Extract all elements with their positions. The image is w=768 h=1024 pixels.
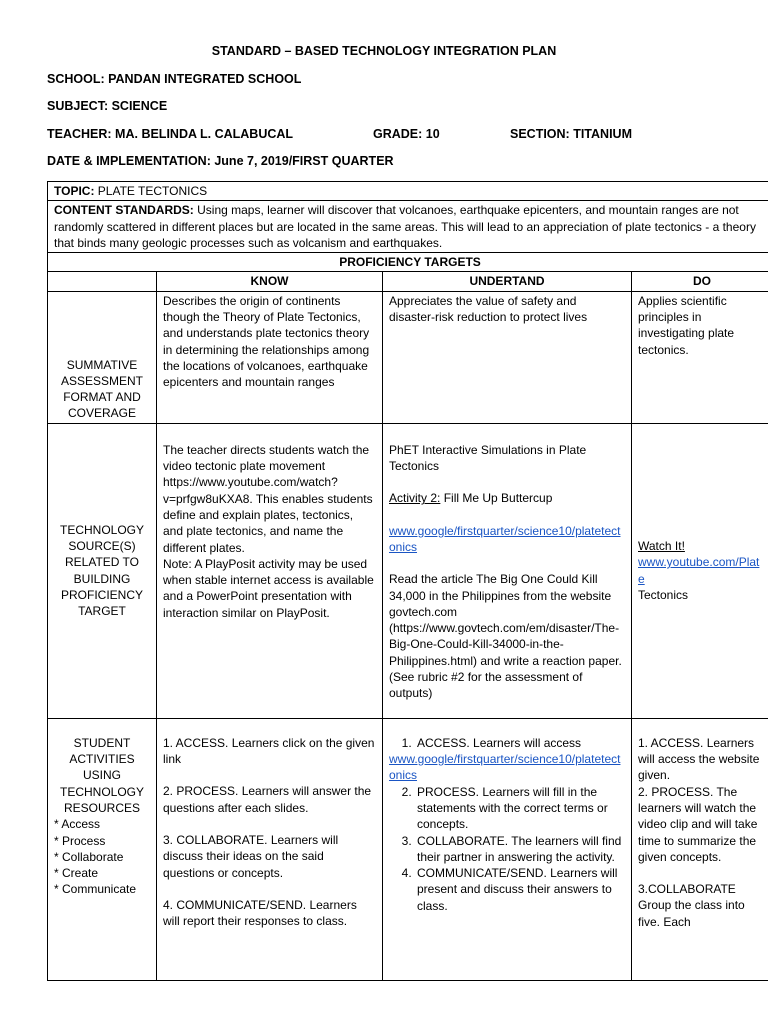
bullet-create: * Create: [54, 866, 99, 881]
know-step-2: 2. PROCESS. Learners will answer the questions after each slides.: [163, 784, 372, 815]
bullet-access: * Access: [54, 817, 101, 832]
understand-steps: [389, 735, 625, 751]
content-standards-cell: [48, 201, 768, 253]
school-line: SCHOOL: PANDAN INTEGRATED SCHOOL: [47, 72, 302, 86]
activity-2-line: [389, 490, 625, 506]
technology-label: TECHNOLOGY SOURCE(S) RELATED TO BUILDING PROFICIENCY TARGET: [48, 423, 157, 718]
understand-step-1: [415, 735, 625, 751]
bullet-communicate: * Communicate: [54, 882, 137, 897]
summative-know: Describes the origin of continents though the Theory of Plate Tectonics, and understands plate tectonics theory in determining the relationships among the locations of volcanoes, earthquake epicenters and mountain ranges: [157, 291, 383, 423]
youtube-plate-link[interactable]: www.youtube.com/Plate: [638, 555, 760, 586]
understand-steps-rest: [389, 784, 625, 914]
grade-text: GRADE: 10: [373, 127, 440, 141]
activities-row: [48, 718, 768, 980]
summative-row: [48, 291, 768, 423]
technology-row: [48, 423, 768, 718]
do-step-1: 1. ACCESS. Learners will access the website given.: [638, 735, 760, 783]
know-step-3: 3. COLLABORATE. Learners will discuss their ideas on the said questions or concepts.: [163, 832, 339, 880]
activity-bullets: [54, 816, 150, 897]
summative-do: Applies scientific principles in investigating plate tectonics.: [632, 291, 768, 423]
know-step-4: 4. COMMUNICATE/SEND. Learners will report their responses to class.: [163, 897, 357, 929]
bullet-process: * Process: [54, 833, 106, 848]
technology-do: [632, 423, 768, 718]
activities-label: STUDENT ACTIVITIES USING TECHNOLOGY RESOURCES: [59, 735, 144, 815]
activity-2-value: Fill Me Up Buttercup: [440, 491, 553, 506]
activities-know: [157, 718, 383, 980]
content-standards-row: [48, 201, 768, 253]
topic-value: PLATE TECTONICS: [97, 184, 208, 198]
empty-header-cell: [48, 272, 157, 291]
access-platetectonics-link[interactable]: www.google/firstquarter/science10/platetectonics: [389, 752, 621, 783]
bullet-collaborate: * Collaborate: [54, 849, 124, 864]
understand-step-4: 4. COMMUNICATE/SEND. Learners will present and discuss their answers to class.: [415, 865, 625, 914]
technology-know-text: The teacher directs students watch the video tectonic plate movement https://www.youtube.com/watch?v=prfgw8uKXA8. This enables students define and explain plates, tectonics, and plate tectonics, and name the different plates.: [163, 442, 373, 555]
know-header: KNOW: [157, 272, 383, 291]
do-step-3: 3.COLLABORATE Group the class into five. Each: [638, 882, 745, 929]
understand-step-1-text: ACCESS. Learners will access: [417, 735, 582, 750]
do-header: DO: [632, 272, 768, 291]
column-header-row: [48, 272, 768, 291]
article-text: Read the article The Big One Could Kill 34,000 in the Philippines from the website govtech.com (https://www.govtech.com/em/disaster/The-Big-One-Could-Kill-34000-in-the-Philippines.html) and write a reaction paper. (See rubric #2 for the assessment of outputs): [389, 572, 622, 701]
topic-row: [48, 182, 768, 201]
integration-plan-table: [47, 181, 768, 981]
content-standards-value: Using maps, learner will discover that volcanoes, earthquake epicenters, and mountain ranges are not randomly scattered in different places but are located in the same areas. This will lead to an appreciation of plate tectonics - a theory that binds many geologic processes such as volcanism and earthquakes.: [54, 203, 756, 250]
proficiency-targets-row: [48, 253, 768, 272]
understand-step-2: 2. PROCESS. Learners will fill in the statements with the correct terms or concepts.: [415, 784, 625, 833]
activities-understand: [383, 718, 632, 980]
activities-label-cell: [48, 718, 157, 980]
subject-line: SUBJECT: SCIENCE: [47, 99, 168, 113]
technology-know: [157, 423, 383, 718]
understand-step-3: 3. COLLABORATE. The learners will find their partner in answering the activity.: [415, 833, 625, 866]
content-standards-label: CONTENT STANDARDS:: [54, 203, 194, 218]
teacher-grade-section-line: [47, 126, 747, 142]
document-title: STANDARD – BASED TECHNOLOGY INTEGRATION PLAN: [211, 44, 557, 58]
section-text: SECTION: TITANIUM: [510, 127, 632, 141]
do-step-2: 2. PROCESS. The learners will watch the video clip and will take time to summarize the given concepts.: [638, 784, 758, 864]
technology-understand: [383, 423, 632, 718]
understand-header: UNDERTAND: [383, 272, 632, 291]
platetectonics-link[interactable]: www.google/firstquarter/science10/platetectonics: [389, 523, 621, 554]
tectonics-text: Tectonics: [638, 588, 689, 603]
phet-text: PhET Interactive Simulations in Plate Tectonics: [389, 442, 587, 474]
watch-it-label: Watch It!: [638, 539, 685, 554]
know-step-1: 1. ACCESS. Learners click on the given link: [163, 735, 375, 767]
activities-do: [632, 718, 768, 980]
activity-2-label: Activity 2:: [389, 491, 441, 506]
teacher-text: TEACHER: MA. BELINDA L. CALABUCAL: [47, 127, 294, 141]
summative-label: SUMMATIVE ASSESSMENT FORMAT AND COVERAGE: [48, 291, 157, 423]
date-line: DATE & IMPLEMENTATION: June 7, 2019/FIRST QUARTER: [47, 154, 394, 168]
summative-understand: Appreciates the value of safety and disaster-risk reduction to protect lives: [383, 291, 632, 423]
proficiency-targets-cell: PROFICIENCY TARGETS: [48, 253, 768, 272]
topic-cell: [48, 182, 768, 201]
topic-label: TOPIC:: [54, 184, 95, 198]
technology-know-note: Note: A PlayPosit activity may be used when stable internet access is available and a PowerPoint presentation with interaction similar on PlayPosit.: [163, 556, 374, 620]
